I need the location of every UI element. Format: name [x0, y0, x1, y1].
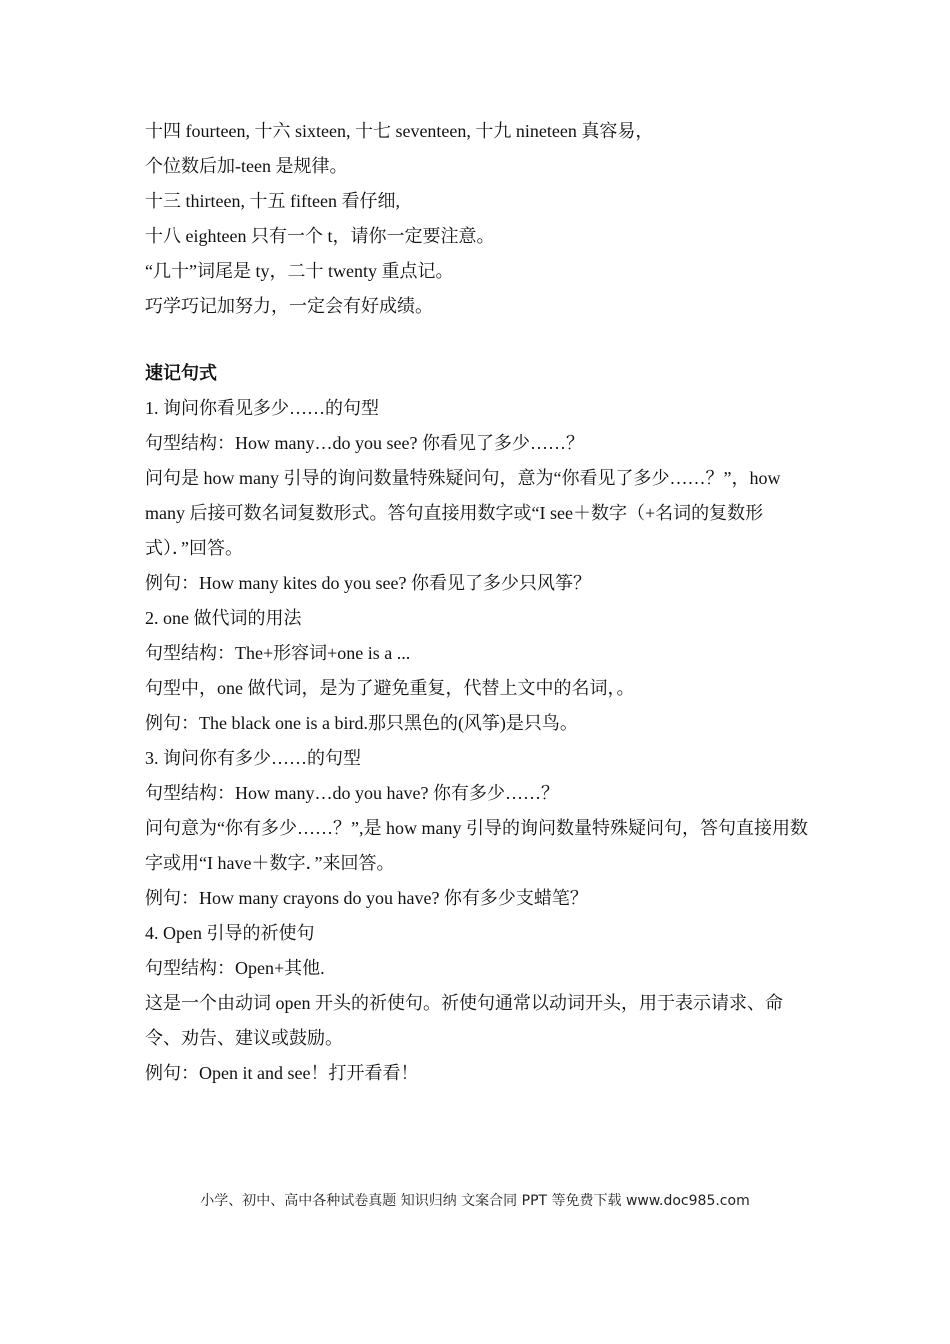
item-4-explanation: 这是一个由动词 open 开头的祈使句。祈使句通常以动词开头，用于表示请求、命令、劝告、建议或鼓励。: [145, 993, 783, 1048]
item-2-explanation: 句型中，one 做代词，是为了避免重复，代替上文中的名词，。: [145, 678, 635, 698]
item-2-structure: 句型结构：The+形容词+one is a ...: [145, 643, 411, 663]
item-3-explanation: 问句意为“你有多少……？”,是 how many 引导的询问数量特殊疑问句，答句直接用数字或用“I have＋数字．”来回答。: [145, 818, 808, 873]
page-footer: 小学、初中、高中各种试卷真题 知识归纳 文案合同 PPT 等免费下载 www.doc985.com: [200, 1193, 750, 1209]
rhyme-line-6: 巧学巧记加努力，一定会有好成绩。: [145, 296, 433, 316]
item-1-structure: 句型结构：How many…do you see? 你看见了多少……？: [145, 433, 584, 453]
item-1-explanation: 问句是 how many 引导的询问数量特殊疑问句，意为“你看见了多少……？”，how many 后接可数名词复数形式。答句直接用数字或“I see＋数字（+名词的复数形式）．”回答。: [145, 468, 781, 558]
rhyme-line-3: 十三 thirteen, 十五 fifteen 看仔细,: [145, 191, 400, 211]
rhyme-line-5: “几十”词尾是 ty，二十 twenty 重点记。: [145, 261, 454, 281]
item-3-example: 例句：How many crayons do you have? 你有多少支蜡笔？: [145, 888, 588, 908]
section-heading: 速记句式: [145, 363, 217, 383]
item-1-title: 1. 询问你看见多少……的句型: [145, 398, 379, 418]
rhyme-line-2: 个位数后加-teen 是规律。: [145, 156, 348, 176]
item-4-example: 例句：Open it and see！打开看看！: [145, 1063, 419, 1083]
item-2-example: 例句：The black one is a bird.那只黑色的(风筝)是只鸟。: [145, 713, 578, 733]
item-4-title: 4. Open 引导的祈使句: [145, 923, 315, 943]
rhyme-line-4: 十八 eighteen 只有一个 t，请你一定要注意。: [145, 226, 495, 246]
rhyme-line-1: 十四 fourteen, 十六 sixteen, 十七 seventeen, 十九 nineteen 真容易，: [145, 121, 654, 141]
item-3-title: 3. 询问你有多少……的句型: [145, 748, 361, 768]
item-3-structure: 句型结构：How many…do you have? 你有多少……？: [145, 783, 559, 803]
item-2-title: 2. one 做代词的用法: [145, 608, 302, 628]
document-body: [145, 114, 815, 1091]
section-gap: [145, 324, 815, 356]
item-4-structure: 句型结构：Open+其他.: [145, 958, 325, 978]
item-1-example: 例句：How many kites do you see? 你看见了多少只风筝？: [145, 573, 591, 593]
